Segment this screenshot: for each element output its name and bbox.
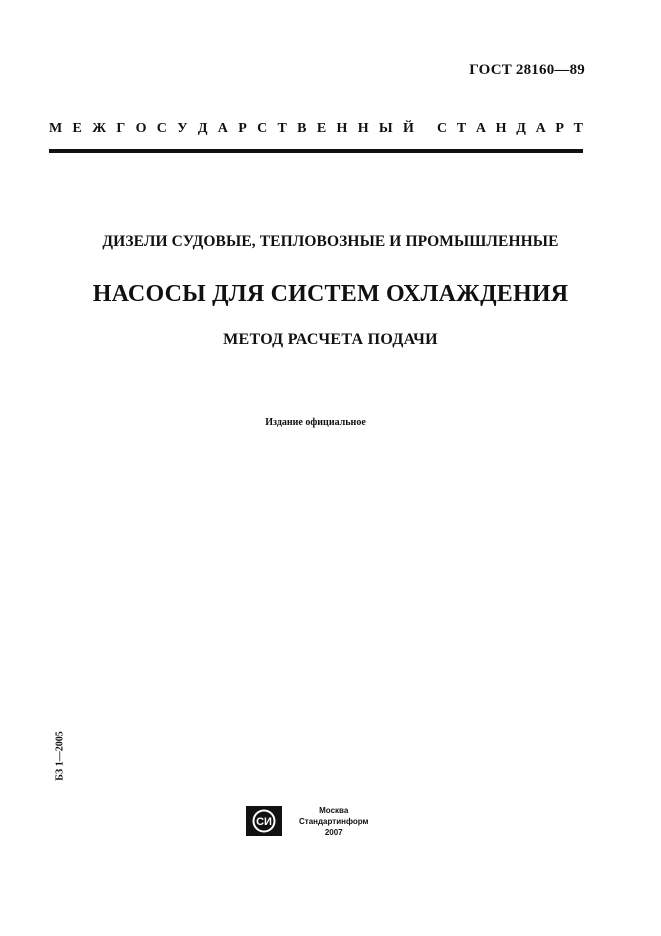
standard-type-letter: Н (357, 121, 369, 136)
standard-type-word-1 (49, 121, 414, 137)
edition-note: Издание официальное (265, 417, 366, 428)
standard-type-letter: А (535, 121, 546, 136)
side-code-text: БЗ 1—2005 (54, 731, 66, 781)
standard-type-letter: А (475, 121, 486, 136)
standard-type-letter: О (135, 121, 147, 136)
standard-type-letter: У (177, 121, 188, 136)
gost-number: ГОСТ 28160—89 (469, 62, 585, 78)
standard-type-word-2 (437, 121, 583, 137)
publisher-name: Стандартинформ (299, 817, 369, 826)
publisher-city: Москва (319, 806, 349, 815)
standard-type-letter: В (297, 121, 307, 136)
standard-type-letter: Ж (92, 121, 107, 136)
standard-type-letter: С (156, 121, 167, 136)
standard-type-letter: М (49, 121, 63, 136)
standard-type-letter: Е (316, 121, 327, 136)
logo-text: СИ (256, 815, 272, 828)
publisher-text (299, 805, 368, 838)
standard-type-letter: Д (516, 121, 526, 136)
standard-type-letter: Д (197, 121, 208, 136)
standard-type-letter: А (217, 121, 228, 136)
standard-type-letter: Т (573, 121, 583, 136)
standard-type-letter: Г (116, 121, 126, 136)
standard-type-letter: Р (555, 121, 564, 136)
standard-type-letter: Т (277, 121, 287, 136)
standard-type-letter: Р (238, 121, 247, 136)
document-subtitle: ДИЗЕЛИ СУДОВЫЕ, ТЕПЛОВОЗНЫЕ И ПРОМЫШЛЕННЫЕ (102, 233, 559, 250)
header-rule (49, 149, 583, 153)
standard-type-letter: С (437, 121, 448, 136)
document-title: НАСОСЫ ДЛЯ СИСТЕМ ОХЛАЖДЕНИЯ (92, 281, 569, 307)
publisher-year: 2007 (324, 828, 343, 837)
standard-type-letter: Е (72, 121, 82, 136)
standartinform-logo-icon (245, 805, 283, 837)
standard-type-letter: Ы (378, 121, 393, 136)
standard-type-letter: Т (456, 121, 467, 136)
standard-type-letter: Й (402, 121, 414, 136)
standard-type-letter: Н (336, 121, 348, 136)
standard-type-heading (49, 121, 583, 137)
document-method: МЕТОД РАСЧЕТА ПОДАЧИ (223, 331, 438, 348)
standard-type-letter: Н (495, 121, 507, 136)
publisher-block (245, 803, 368, 838)
standard-type-letter: С (257, 121, 268, 136)
